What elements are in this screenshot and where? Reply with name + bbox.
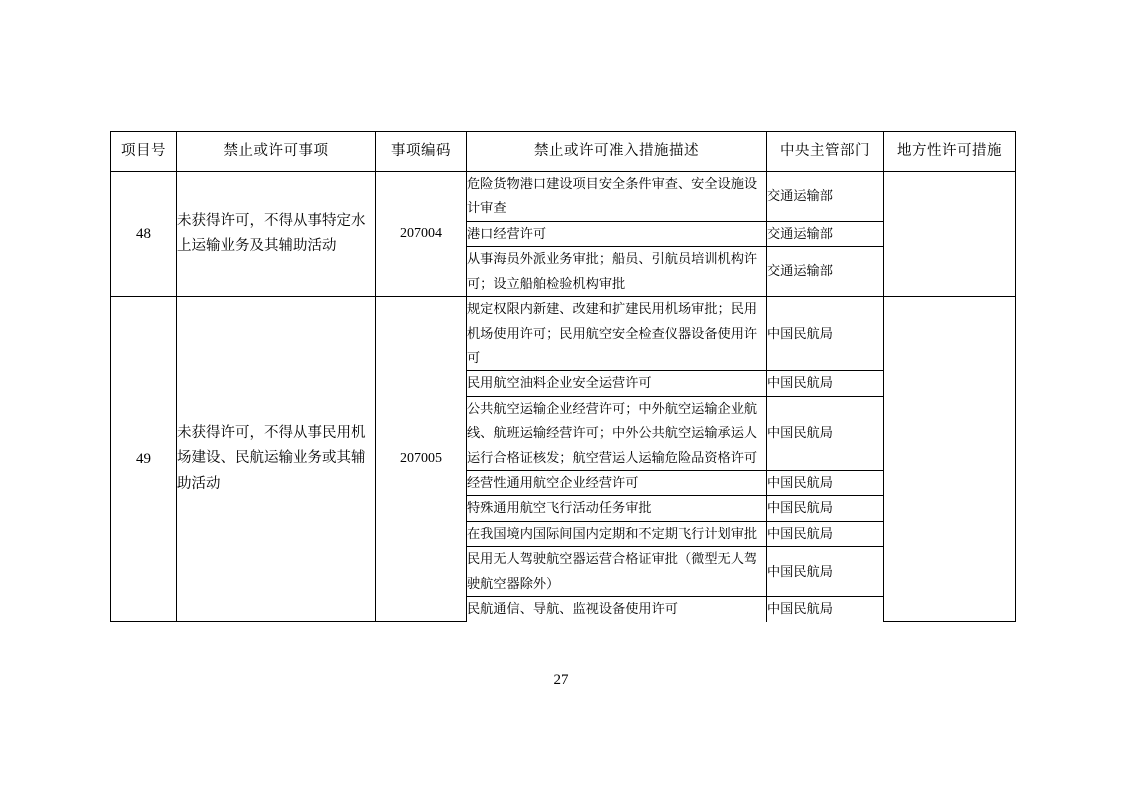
cell-measure: 公共航空运输企业经营许可；中外航空运输企业航线、航班运输经营许可；中外公共航空运输承运人运行合格证核发；航空营运人运输危险品资格许可 [467,396,767,470]
cell-central-authority: 中国民航局 [767,547,884,597]
page-number: 27 [553,672,569,688]
column-header-local-measures [884,132,1016,172]
cell-code: 207005 [376,297,467,622]
column-header-local-measures-label: 地方性许可措施 [897,142,1002,159]
table-header [111,132,1016,172]
cell-measure: 民用航空油料企业安全运营许可 [467,371,767,396]
cell-measure: 民航通信、导航、监视设备使用许可 [467,597,767,622]
table-body [111,172,1016,622]
column-header-code [376,132,467,172]
table-row [111,172,1016,222]
negative-list-table [110,131,1016,622]
cell-matter: 未获得许可，不得从事特定水上运输业务及其辅助活动 [177,172,376,297]
cell-central-authority: 交通运输部 [767,172,884,222]
negative-list-table-wrapper [110,131,1015,622]
cell-central-authority: 中国民航局 [767,396,884,470]
table-row [111,297,1016,371]
cell-central-authority: 交通运输部 [767,247,884,297]
cell-central-authority: 交通运输部 [767,221,884,246]
cell-measure: 规定权限内新建、改建和扩建民用机场审批；民用机场使用许可；民用航空安全检查仪器设备使用许可 [467,297,767,371]
cell-measure: 在我国境内国际间国内定期和不定期飞行计划审批 [467,521,767,546]
cell-local-measures [884,172,1016,297]
cell-central-authority: 中国民航局 [767,297,884,371]
column-header-matter-label: 禁止或许可事项 [223,142,329,159]
column-header-central-authority-label: 中央主管部门 [780,142,870,159]
column-header-code-label: 事项编码 [391,142,451,159]
cell-central-authority: 中国民航局 [767,471,884,496]
column-header-central-authority [767,132,884,172]
cell-item-number: 48 [111,172,177,297]
cell-measure: 危险货物港口建设项目安全条件审查、安全设施设计审查 [467,172,767,222]
column-header-measure-description-label: 禁止或许可准入措施描述 [534,142,699,159]
cell-central-authority: 中国民航局 [767,597,884,622]
cell-central-authority: 中国民航局 [767,371,884,396]
cell-central-authority: 中国民航局 [767,521,884,546]
cell-measure: 从事海员外派业务审批；船员、引航员培训机构许可；设立船舶检验机构审批 [467,247,767,297]
column-header-item-number-label: 项目号 [121,142,166,159]
table-header-row [111,132,1016,172]
cell-central-authority: 中国民航局 [767,496,884,521]
cell-item-number: 49 [111,297,177,622]
cell-measure: 特殊通用航空飞行活动任务审批 [467,496,767,521]
cell-measure: 民用无人驾驶航空器运营合格证审批（微型无人驾驶航空器除外） [467,547,767,597]
cell-measure: 经营性通用航空企业经营许可 [467,471,767,496]
cell-code: 207004 [376,172,467,297]
cell-matter: 未获得许可，不得从事民用机场建设、民航运输业务或其辅助活动 [177,297,376,622]
column-header-measure-description [467,132,767,172]
cell-measure: 港口经营许可 [467,221,767,246]
cell-local-measures [884,297,1016,622]
column-header-item-number [111,132,177,172]
column-header-matter [177,132,376,172]
